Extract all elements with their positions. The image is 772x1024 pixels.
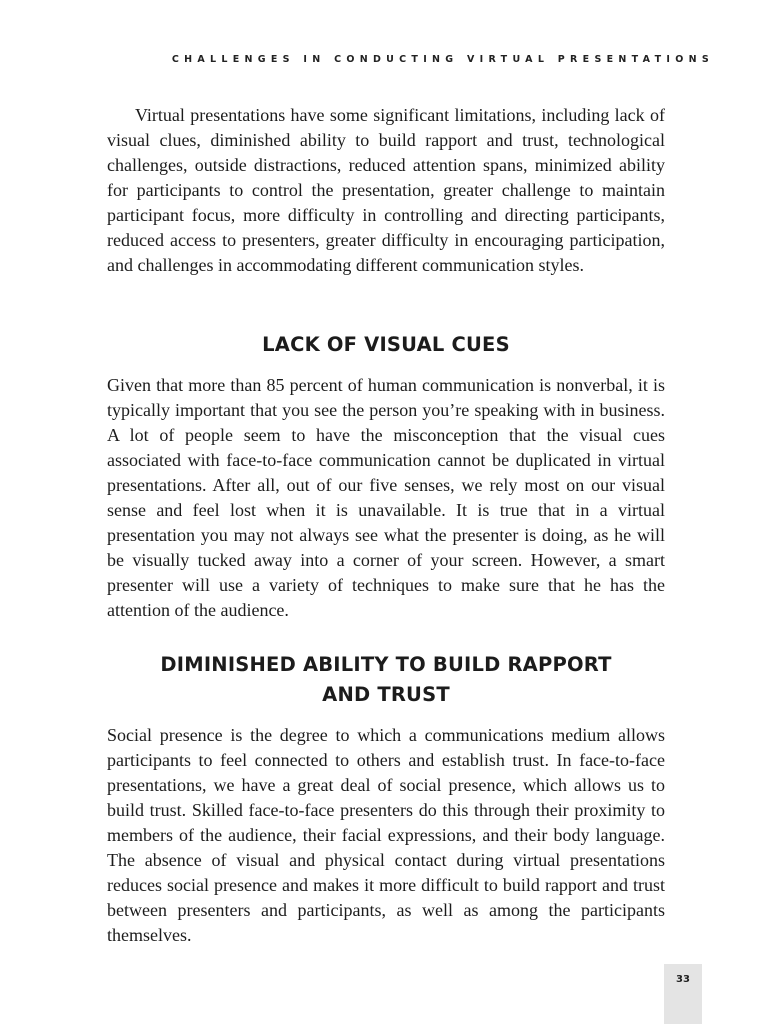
section-heading-rapport-trust [107,650,665,710]
visual-cues-paragraph: Given that more than 85 percent of human communication is nonverbal, it is typically important that you see the person you’re speaking with in business. A lot of people seem to have the misconception that the visual cues associated with face-to-face communication cannot be duplicated in virtual presentations. After all, out of our five senses, we rely most on our visual sense and feel lost when it is unavailable. It is true that in a virtual presentation you may not always see what the presenter is doing, as he will be visually tucked away into a corner of your screen. However, a smart presenter will use a variety of techniques to make sure that he has the attention of the audience. [107,375,665,620]
page-number-tab [664,964,702,1024]
heading-line-1: DIMINISHED ABILITY TO BUILD RAPPORT [160,653,612,676]
running-head: CHALLENGES IN CONDUCTING VIRTUAL PRESENTATIONS [171,54,714,65]
intro-paragraph: Virtual presentations have some significant limitations, including lack of visual clues, diminished ability to build rapport and trust, technological challenges, outside distractions, reduced attention spans, minimized ability for participants to control the presentation, greater challenge to maintain participant focus, more difficulty in controlling and directing participants, reduced access to presenters, greater difficulty in encouraging participation, and challenges in accommodating different communication styles. [107,105,665,275]
rapport-trust-paragraph: Social presence is the degree to which a communications medium allows participants to feel connected to others and establish trust. In face-to-face presentations, we have a great deal of social presence, which allows us to build trust. Skilled face-to-face presenters do this through their proximity to members of the audience, their facial expressions, and their body language. The absence of visual and physical contact during virtual presentations reduces social presence and makes it more difficult to build rapport and trust between presenters and participants, as well as among the participants themselves. [107,725,665,945]
heading-line-2: AND TRUST [322,683,450,706]
page-number: 33 [676,974,690,985]
section-heading-visual-cues: LACK OF VISUAL CUES [262,333,510,356]
